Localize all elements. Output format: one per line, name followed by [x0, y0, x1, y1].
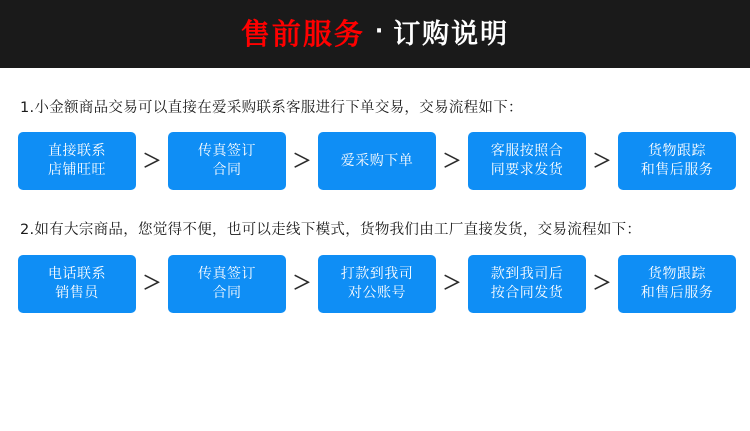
- flow-step: [18, 255, 136, 313]
- header-title-sub: 订购说明: [393, 18, 510, 50]
- flow-step-line2: 合同: [212, 284, 242, 301]
- arrow-icon: ＞: [142, 149, 162, 172]
- flow-step-line1: 电话联系: [48, 265, 106, 282]
- flow-step-line1: 直接联系: [48, 143, 106, 160]
- arrow-icon: ＞: [592, 272, 612, 295]
- flow-step: [18, 132, 136, 190]
- flow-step-line2: 对公账号: [348, 284, 406, 301]
- flow-step: [468, 132, 586, 190]
- flow-step-line1: 货物跟踪: [648, 265, 706, 282]
- flow-step-line1: 传真签订: [198, 265, 256, 282]
- flow-diagram: [18, 255, 732, 313]
- arrow-icon: ＞: [292, 149, 312, 172]
- flow-step: [318, 132, 436, 190]
- arrow-icon: ＞: [142, 272, 162, 295]
- flow-step-line1: 款到我司后: [490, 265, 564, 282]
- flow-step-line1: 爱采购下单: [340, 152, 414, 169]
- section-description: 1.小金额商品交易可以直接在爱采购联系客服进行下单交易，交易流程如下：: [20, 100, 523, 116]
- flow-step-line1: 货物跟踪: [648, 143, 706, 160]
- flow-step-line1: 打款到我司: [340, 265, 414, 282]
- flow-step-line2: 和售后服务: [640, 162, 714, 179]
- flow-step-line2: 和售后服务: [640, 284, 714, 301]
- arrow-icon: ＞: [442, 149, 462, 172]
- flow-step-line2: 店铺旺旺: [48, 162, 106, 179]
- header-title-main: 售前服务: [240, 16, 365, 51]
- flow-step-line2: 销售员: [55, 284, 99, 301]
- flow-step: [618, 132, 736, 190]
- header-title-group: [240, 16, 510, 51]
- flow-step-line1: 传真签订: [198, 143, 256, 160]
- arrow-icon: ＞: [292, 272, 312, 295]
- arrow-icon: ＞: [442, 272, 462, 295]
- flow-step-line2: 合同: [212, 162, 242, 179]
- flow-diagram: [18, 132, 732, 190]
- flow-step: [318, 255, 436, 313]
- content-area: [0, 98, 750, 313]
- flow-step: [468, 255, 586, 313]
- header-separator: ·: [374, 19, 384, 44]
- section-bulk-order: [18, 220, 732, 312]
- section-small-order: [18, 98, 732, 190]
- flow-step: [618, 255, 736, 313]
- flow-step: [168, 255, 286, 313]
- page-header: [0, 0, 750, 68]
- arrow-icon: ＞: [592, 149, 612, 172]
- flow-step: [168, 132, 286, 190]
- section-description: 2.如有大宗商品，您觉得不便，也可以走线下模式，货物我们由工厂直接发货，交易流程如下：: [20, 222, 642, 239]
- flow-step-line2: 按合同发货: [490, 284, 564, 301]
- flow-step-line2: 同要求发货: [490, 162, 564, 179]
- flow-step-line1: 客服按照合: [490, 143, 564, 160]
